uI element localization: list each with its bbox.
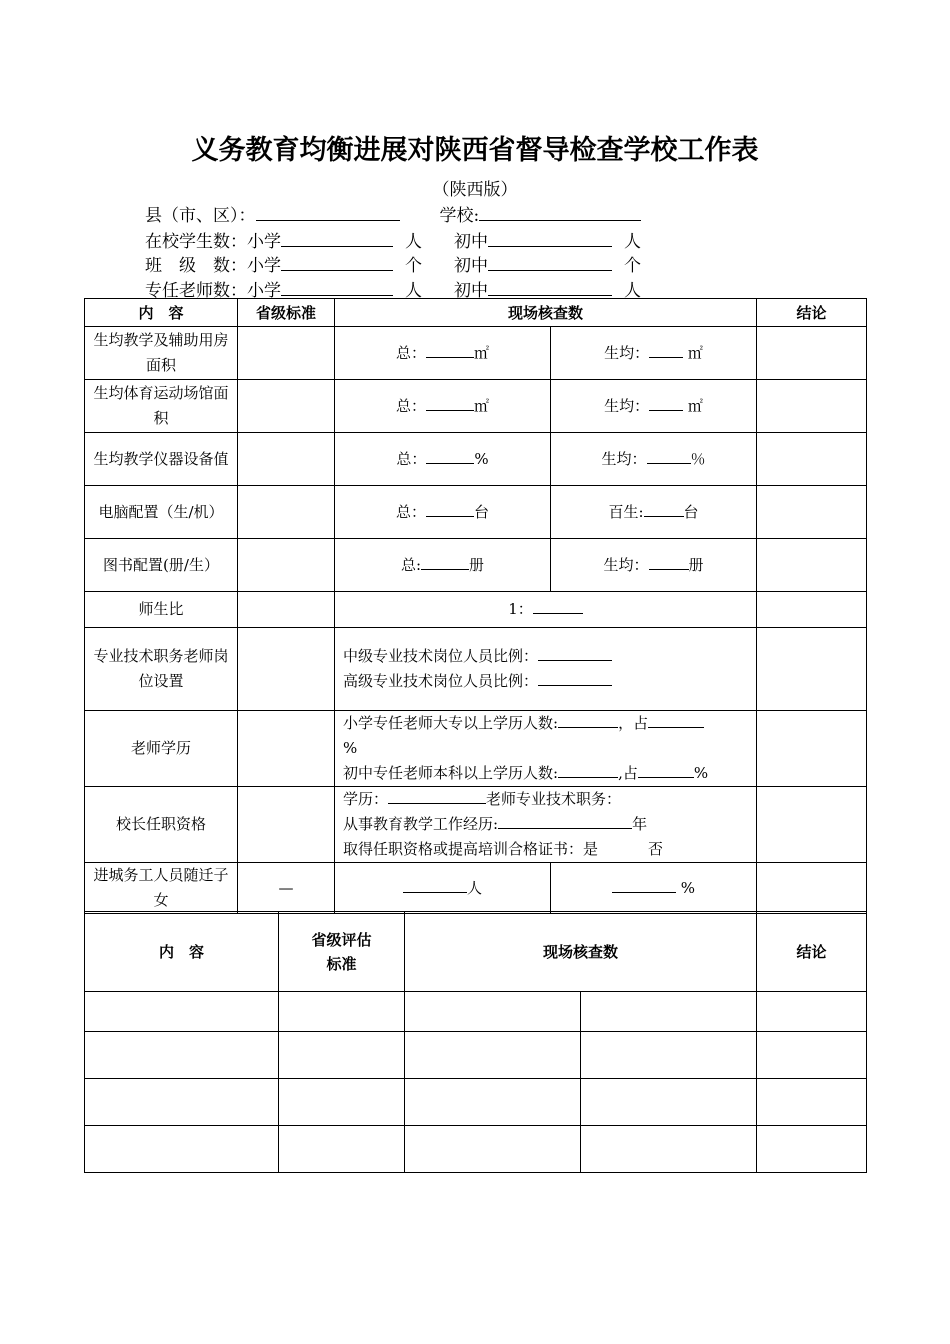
empty-cell[interactable] — [279, 1079, 405, 1126]
total-cell[interactable]: 总： ㎡ — [335, 327, 551, 380]
col-header-check: 现场核查数 — [335, 299, 757, 327]
unit-label: 个 — [405, 256, 422, 276]
evaluation-table — [84, 911, 867, 1173]
empty-cell[interactable] — [85, 1126, 279, 1173]
table-row — [85, 380, 867, 433]
school-field[interactable] — [479, 206, 641, 221]
row-label: 图书配置(册/生） — [85, 539, 238, 592]
empty-cell[interactable] — [757, 992, 867, 1032]
average-cell[interactable]: 生均： ％ — [551, 433, 757, 486]
header-line-county — [145, 201, 641, 226]
standard-cell[interactable] — [238, 628, 335, 711]
inspection-table — [84, 298, 867, 914]
ratio-cell[interactable]: 1： — [335, 592, 757, 628]
table-row — [85, 327, 867, 380]
col-header-eval-standard: 省级评估标准 — [279, 912, 405, 992]
empty-cell[interactable] — [405, 1032, 581, 1079]
table-row — [85, 539, 867, 592]
empty-cell[interactable] — [581, 1126, 757, 1173]
standard-cell: — — [238, 863, 335, 914]
row-label: 生均教学及辅助用房面积 — [85, 327, 238, 380]
standard-cell[interactable] — [238, 380, 335, 433]
post-setting-cell[interactable]: 中级专业技术岗位人员比例： 高级专业技术岗位人员比例： — [335, 628, 757, 711]
empty-cell[interactable] — [85, 1032, 279, 1079]
row-label: 生均教学仪器设备值 — [85, 433, 238, 486]
table-row — [85, 787, 867, 863]
conclusion-cell[interactable] — [757, 592, 867, 628]
unit-label: 人 — [624, 232, 641, 252]
students-label: 在校学生数：小学 — [145, 232, 281, 252]
row-label: 专业技术职务老师岗位设置 — [85, 628, 238, 711]
page-title: 义务教育均衡进展对陕西省督导检查学校工作表 — [191, 135, 759, 166]
classes-junior-field[interactable] — [488, 256, 612, 271]
row-label: 电脑配置（生/机） — [85, 486, 238, 539]
conclusion-cell[interactable] — [757, 486, 867, 539]
standard-cell[interactable] — [238, 486, 335, 539]
classes-label: 班 级 数：小学 — [145, 256, 281, 276]
school-label: 学校: — [439, 206, 480, 226]
principal-qualification-cell[interactable]: 学历： 老师专业技术职务： 从事教育教学工作经历: 年 取得任职资格或提高培训合格证书：是 否 — [335, 787, 757, 863]
conclusion-cell[interactable] — [757, 539, 867, 592]
table-row — [85, 1079, 867, 1126]
col-header-content: 内 容 — [85, 299, 238, 327]
table-row — [85, 1032, 867, 1079]
county-label: 县（市、区）： — [145, 206, 256, 226]
average-cell[interactable]: 生均： ㎡ — [551, 380, 757, 433]
empty-cell[interactable] — [85, 992, 279, 1032]
page-subtitle: （陕西版） — [432, 180, 518, 200]
table-row — [85, 628, 867, 711]
classes-primary-field[interactable] — [281, 256, 393, 271]
row-label: 老师学历 — [85, 711, 238, 787]
total-cell[interactable]: 总: 册 — [335, 539, 551, 592]
conclusion-cell[interactable] — [757, 380, 867, 433]
standard-cell[interactable] — [238, 711, 335, 787]
total-cell[interactable]: 总： 台 — [335, 486, 551, 539]
empty-cell[interactable] — [405, 992, 581, 1032]
average-cell[interactable]: 百生: 台 — [551, 486, 757, 539]
conclusion-cell[interactable] — [757, 863, 867, 914]
county-field[interactable] — [256, 206, 400, 221]
col-header-check: 现场核查数 — [405, 912, 757, 992]
standard-cell[interactable] — [238, 592, 335, 628]
col-header-content: 内 容 — [85, 912, 279, 992]
empty-cell[interactable] — [279, 992, 405, 1032]
conclusion-cell[interactable] — [757, 787, 867, 863]
unit-label: 人 — [405, 281, 422, 301]
table-row — [85, 486, 867, 539]
empty-cell[interactable] — [279, 1126, 405, 1173]
teachers-junior-field[interactable] — [488, 281, 612, 296]
table-row — [85, 592, 867, 628]
junior-label: 初中 — [454, 256, 488, 276]
standard-cell[interactable] — [238, 539, 335, 592]
header-line-classes — [145, 251, 641, 276]
empty-cell[interactable] — [757, 1032, 867, 1079]
col-header-standard: 省级标准 — [238, 299, 335, 327]
table-row — [85, 711, 867, 787]
total-cell[interactable]: 总： % — [335, 433, 551, 486]
table-row — [85, 1126, 867, 1173]
conclusion-cell[interactable] — [757, 327, 867, 380]
row-label: 生均体育运动场馆面积 — [85, 380, 238, 433]
junior-label: 初中 — [454, 281, 488, 301]
row-label: 校长任职资格 — [85, 787, 238, 863]
teachers-primary-field[interactable] — [281, 281, 393, 296]
table-row — [85, 863, 867, 914]
average-cell[interactable]: 生均： 册 — [551, 539, 757, 592]
junior-label: 初中 — [454, 232, 488, 252]
empty-cell[interactable] — [581, 1032, 757, 1079]
table-row — [85, 992, 867, 1032]
empty-cell[interactable] — [85, 1079, 279, 1126]
total-cell[interactable]: 总： ㎡ — [335, 380, 551, 433]
empty-cell[interactable] — [581, 1079, 757, 1126]
header-line-students — [145, 227, 641, 252]
row-label: 师生比 — [85, 592, 238, 628]
conclusion-cell[interactable] — [757, 628, 867, 711]
empty-cell[interactable] — [757, 1126, 867, 1173]
col-header-conclusion: 结论 — [757, 299, 867, 327]
teachers-label: 专任老师数：小学 — [145, 281, 281, 301]
row-label: 进城务工人员随迁子女 — [85, 863, 238, 914]
conclusion-cell[interactable] — [757, 711, 867, 787]
students-junior-field[interactable] — [488, 232, 612, 247]
students-primary-field[interactable] — [281, 232, 393, 247]
empty-cell[interactable] — [405, 1126, 581, 1173]
empty-cell[interactable] — [581, 992, 757, 1032]
percent-cell[interactable]: % — [551, 863, 757, 914]
standard-cell[interactable] — [238, 327, 335, 380]
average-cell[interactable]: 生均： ㎡ — [551, 327, 757, 380]
count-cell[interactable]: 人 — [335, 863, 551, 914]
conclusion-cell[interactable] — [757, 433, 867, 486]
standard-cell[interactable] — [238, 433, 335, 486]
standard-cell[interactable] — [238, 787, 335, 863]
table-row — [85, 433, 867, 486]
empty-cell[interactable] — [279, 1032, 405, 1079]
unit-label: 个 — [624, 256, 641, 276]
col-header-conclusion: 结论 — [757, 912, 867, 992]
empty-cell[interactable] — [757, 1079, 867, 1126]
unit-label: 人 — [405, 232, 422, 252]
empty-cell[interactable] — [405, 1079, 581, 1126]
unit-label: 人 — [624, 281, 641, 301]
teacher-education-cell[interactable]: 小学专任老师大专以上学历人数: ，占 % 初中专任老师本科以上学历人数: ,占 % — [335, 711, 757, 787]
